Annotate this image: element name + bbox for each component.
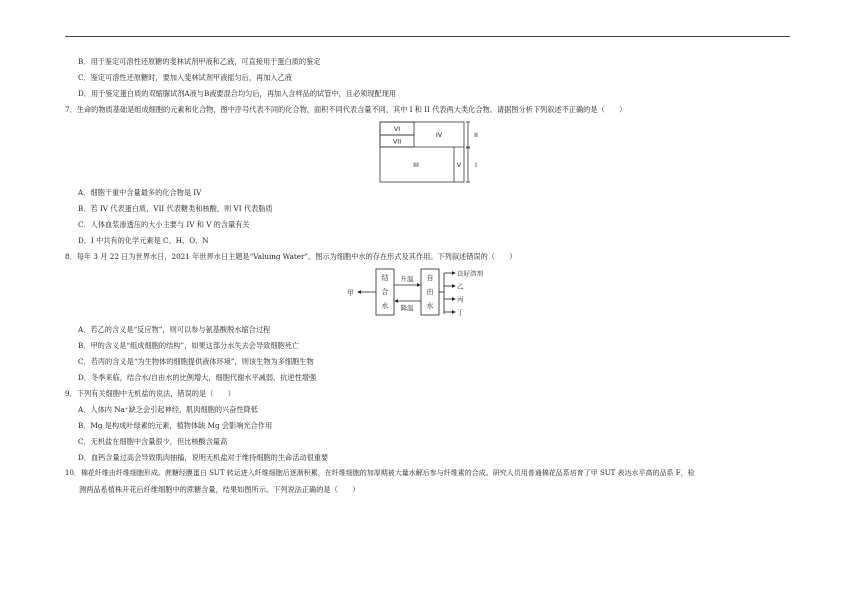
q7-stem: 7．生命的物质基础是组成细胞的元素和化合物，图中序号代表不同的化合物，面积不同代表含量不同，其中 I 和 II 代表两大类化合物。请据图分析下列叙述不正确的是（ ） — [65, 105, 627, 114]
q8-option-a: A．若乙的含义是“反应物”，则可以参与氨基酸脱水缩合过程 — [78, 325, 271, 334]
q10-stem-line-1: 10．棉花纤维由纤维细胞形成。蔗糖经膜蛋白 SUT 转运进入纤维细胞后逐渐积累，在纤维细胞的加厚期被大量水解后参与纤维素的合成。研究人员用普通棉花品系培育了甲 SUT 表达水平高的品系 F，检 — [65, 469, 695, 477]
label-jia: 甲 — [347, 289, 354, 297]
q7-option-c: C．人体血浆渗透压的大小主要与 IV 和 V 的含量有关 — [78, 220, 250, 229]
output-solvent: 良好溶剂 — [457, 269, 483, 278]
q8-option-b: B．甲的含义是“组成细胞的结构”，如果这部分水失去会导致细胞死亡 — [78, 341, 300, 350]
q9-option-d: D．血钙含量过高会导致肌肉抽搐，说明无机盐对于维持细胞的生命活动很重要 — [78, 453, 329, 462]
label-heating: 升温 — [400, 275, 414, 283]
q6-option-d: D．用于鉴定蛋白质的双缩脲试剂A液与B液要混合均匀后，再加入含样品的试管中，且必须现配现用 — [78, 89, 397, 98]
label-vi: VI — [393, 125, 401, 133]
q7-option-a: A．细胞干重中含量最多的化合物是 IV — [78, 188, 202, 197]
q8-water-diagram — [344, 265, 504, 321]
q8-option-d: D．冬季来临，结合水/自由水的比例增大，细胞代谢水平减弱、抗逆性增强 — [78, 373, 317, 382]
label-cooling: 降温 — [400, 304, 414, 312]
q8-stem: 8．每年 3 月 22 日为世界水日，2021 年世界水日主题是“Valuing Water”。图示为细胞中水的存在形式及其作用。下列叙述错误的（ ） — [65, 252, 517, 261]
label-vii: VII — [392, 137, 402, 146]
free-water-char-1: 自 — [426, 274, 434, 282]
q10-stem-line-2: 测两品系植株开花后纤维细胞中的蔗糖含量，结果如图所示。下列说法正确的是（ ） — [79, 485, 360, 494]
q9-option-b: B．Mg 是构成叶绿素的元素，植物体缺 Mg 会影响光合作用 — [78, 421, 273, 430]
output-ding: 丁 — [457, 308, 464, 317]
bound-water-char-1: 结 — [381, 274, 389, 282]
free-water-char-3: 水 — [426, 302, 434, 310]
output-bing: 丙 — [457, 295, 464, 304]
bound-water-char-2: 合 — [381, 288, 389, 296]
q8-option-c: C．若丙的含义是“为生物体的细胞提供液体环境”，则该生物为多细胞生物 — [78, 357, 314, 366]
q7-option-b: B．若 IV 代表蛋白质，VII 代表糖类和核酸，则 VI 代表脂质 — [78, 204, 273, 213]
header-rule — [65, 36, 790, 37]
q9-option-c: C．无机盐在细胞中含量很少，但比核酸含量高 — [78, 437, 228, 446]
q6-option-b: B．用于鉴定可溶性还原糖的斐林试剂甲液和乙液，可直接用于蛋白质的鉴定 — [78, 57, 321, 66]
label-iv: IV — [435, 131, 443, 139]
free-water-char-2: 由 — [426, 288, 434, 296]
label-iii: III — [413, 161, 419, 169]
bound-water-char-3: 水 — [381, 302, 389, 310]
q6-option-c: C．鉴定可溶性还原糖时，要加入斐林试剂甲液摇匀后，再加入乙液 — [78, 73, 292, 82]
q9-option-a: A．人体内 Na⁺缺乏会引起神经、肌肉细胞的兴奋性降低 — [78, 405, 258, 414]
output-yi: 乙 — [457, 282, 464, 291]
label-ii: II — [474, 131, 478, 139]
label-i: I — [475, 161, 477, 169]
label-v: V — [456, 161, 462, 169]
q9-stem: 9．下列有关细胞中无机盐的说法，错误的是（ ） — [65, 389, 235, 398]
q7-compound-diagram — [376, 119, 488, 185]
q7-option-d: D．I 中共有的化学元素是 C、H、O、N — [78, 236, 209, 245]
